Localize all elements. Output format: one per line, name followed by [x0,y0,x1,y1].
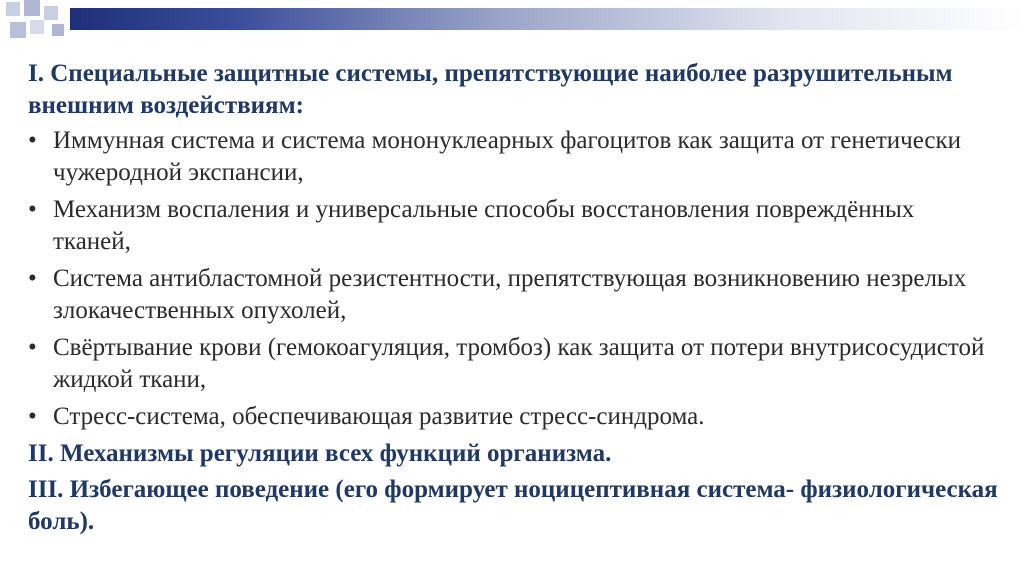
decorative-square [30,20,44,34]
bullet-icon: • [28,196,37,223]
list-item-text: Стресс-система, обеспечивающая развитие стресс-синдрома. [53,403,705,430]
bullet-icon: • [28,127,37,154]
list-item [28,125,998,189]
list-item-text: Свёртывание крови (гемокоагуляция, тромбоз) как защита от потери внутрисосудистой жидкой ткани, [53,334,985,393]
section-1-list [28,125,998,433]
decorative-square [6,2,20,16]
section-1-heading: I. Специальные защитные системы, препятствующие наиболее разрушительным внешним воздействиям: [28,60,953,119]
decorative-square [24,0,40,16]
bullet-icon: • [28,265,37,292]
list-item-text: Система антибластомной резистентности, препятствующая возникновению незрелых злокачественных опухолей, [53,265,967,324]
decorative-square [52,24,64,36]
slide-content [28,58,998,538]
section-2-heading: II. Механизмы регуляции всех функций организма. [28,440,612,467]
list-item [28,263,998,327]
list-item-text: Механизм воспаления и универсальные способы восстановления повреждённых тканей, [53,196,915,255]
list-item [28,194,998,258]
header-decoration [0,0,1024,44]
bullet-icon: • [28,403,37,430]
bullet-icon: • [28,334,37,361]
list-item-text: Иммунная система и система мононуклеарных фагоцитов как защита от генетически чужеродной экспансии, [53,127,962,186]
decorative-square [44,6,58,20]
gradient-band [70,8,1024,30]
decorative-square [10,22,26,38]
section-3-heading: III. Избегающее поведение (его формирует ноцицептивная система- физиологическая боль). [28,476,998,535]
list-item [28,332,998,396]
list-item [28,401,998,433]
